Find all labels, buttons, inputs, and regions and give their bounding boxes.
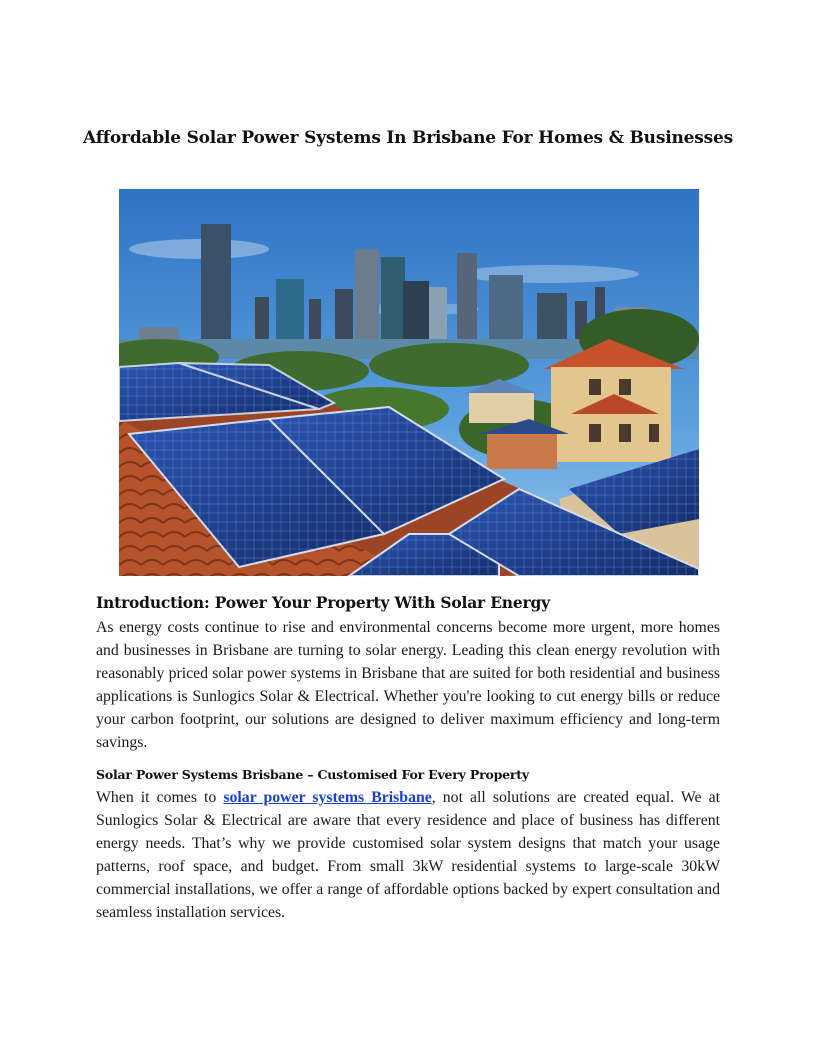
document-title: Affordable Solar Power Systems In Brisbane For Homes & Businesses bbox=[83, 128, 733, 148]
hero-image-solar-roofs-brisbane bbox=[119, 189, 699, 576]
section-heading-introduction: Introduction: Power Your Property With Solar Energy bbox=[96, 593, 550, 612]
solar-power-systems-brisbane-link[interactable]: solar power systems Brisbane bbox=[223, 789, 432, 806]
paragraph-text-before-link: When it comes to bbox=[96, 789, 224, 806]
paragraph-introduction: As energy costs continue to rise and environmental concerns become more urgent, more homes and businesses in Brisbane are turning to solar energy. Leading this clean energy revolution with reasonably priced solar power systems in Brisbane that are suited for both residential and business applications is Sunlogics Solar & Electrical. Whether you're looking to cut energy bills or reduce your carbon footprint, our solutions are designed to deliver maximum efficiency and long-term savings. bbox=[96, 619, 720, 751]
section-heading-solar-systems: Solar Power Systems Brisbane – Customised For Every Property bbox=[96, 767, 529, 782]
hero-illustration bbox=[119, 189, 699, 576]
paragraph-solar-systems bbox=[96, 786, 720, 924]
paragraph-text-after-link: , not all solutions are created equal. We at Sunlogics Solar & Electrical are aware that every residence and place of business has different energy needs. That’s why we provide customised solar system designs that match your usage patterns, roof space, and budget. From small 3kW residential systems to large-scale 30kW commercial installations, we offer a range of affordable options backed by expert consultation and seamless installation services. bbox=[96, 789, 721, 921]
